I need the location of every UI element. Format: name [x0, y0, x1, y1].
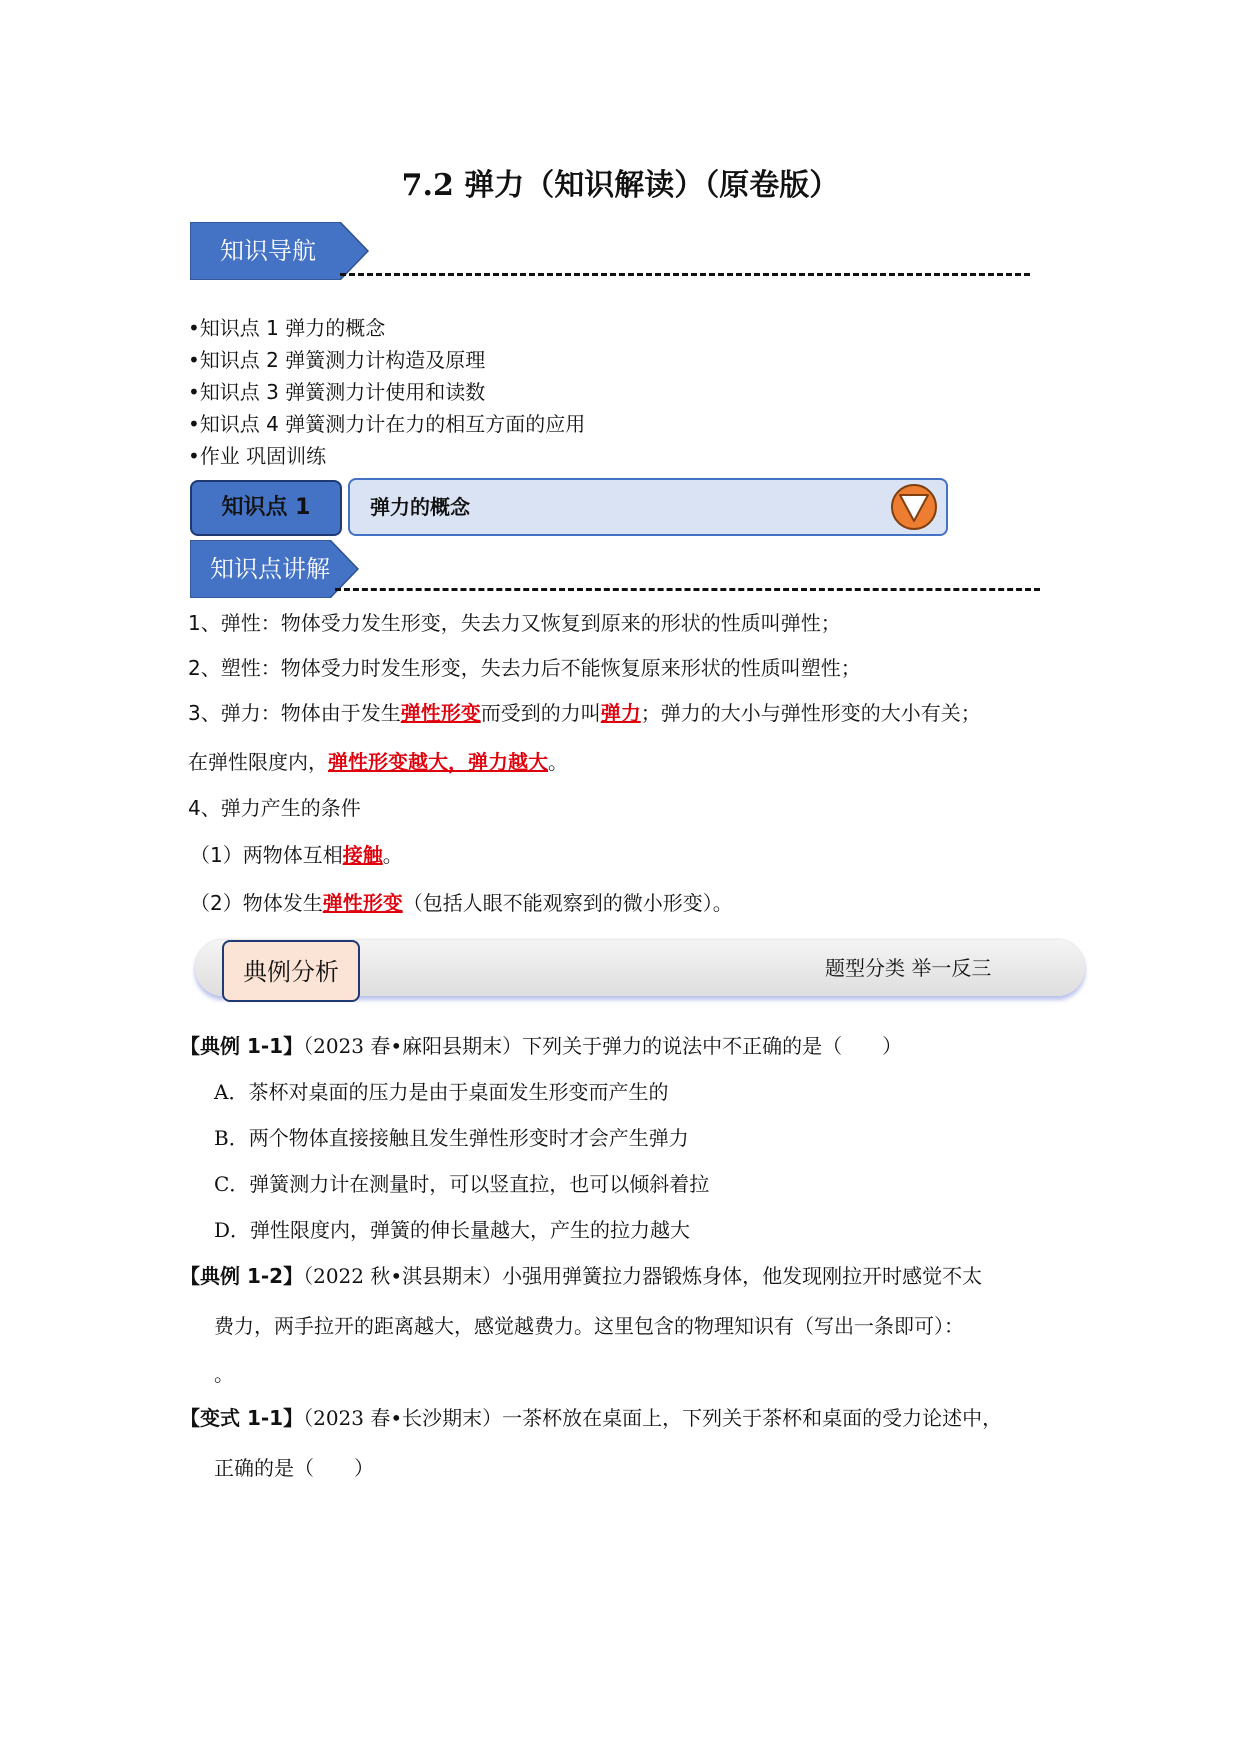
variant-1-1-line2: 正确的是（ ） — [214, 1456, 374, 1480]
nav-divider — [340, 273, 1030, 276]
option-a: A．茶杯对桌面的压力是由于桌面发生形变而产生的 — [214, 1080, 669, 1104]
para-elastic-limit: 在弹性限度内，弹性形变越大，弹力越大。 — [188, 750, 568, 774]
highlight-text: 弹性形变越大，弹力越大 — [328, 750, 548, 774]
example-1-2-stem: 【典例 1-2】（2022 秋•淇县期末）小强用弹簧拉力器锻炼身体，他发现刚拉开时感觉不太 — [180, 1264, 983, 1288]
variant-1-1-stem: 【变式 1-1】（2023 春•长沙期末）一茶杯放在桌面上，下列关于茶杯和桌面的受力论述中， — [180, 1406, 1003, 1430]
para-elasticity: 1、弹性：物体受力发生形变，失去力又恢复到原来的形状的性质叫弹性； — [188, 611, 841, 635]
variant-tag: 【变式 1-1】 — [180, 1406, 304, 1430]
kp-title-bar — [348, 478, 948, 536]
collapse-triangle-icon[interactable] — [888, 483, 940, 535]
document-title: 7.2 弹力（知识解读）（原卷版） — [401, 168, 840, 203]
nav-section-tag — [190, 222, 370, 280]
option-b: B．两个物体直接接触且发生弹性形变时才会产生弹力 — [214, 1126, 689, 1150]
example-tag: 【典例 1-2】 — [180, 1264, 304, 1288]
kp-title: 弹力的概念 — [370, 495, 470, 519]
example-tag: 【典例 1-1】 — [180, 1034, 304, 1058]
para-elastic-force: 3、弹力：物体由于发生弹性形变而受到的力叫弹力；弹力的大小与弹性形变的大小有关； — [188, 701, 981, 725]
example-1-2-line3: 。 — [214, 1362, 234, 1386]
examples-banner-subtitle: 题型分类 举一反三 — [825, 956, 992, 980]
toc-item-3[interactable]: •知识点 3 弹簧测力计使用和读数 — [188, 380, 486, 404]
option-d: D．弹性限度内，弹簧的伸长量越大，产生的拉力越大 — [214, 1218, 691, 1242]
condition-2: （2）物体发生弹性形变（包括人眼不能观察到的微小形变）。 — [190, 891, 733, 915]
para-plasticity: 2、塑性：物体受力时发生形变，失去力后不能恢复原来形状的性质叫塑性； — [188, 656, 861, 680]
toc-item-4[interactable]: •知识点 4 弹簧测力计在力的相互方面的应用 — [188, 412, 586, 436]
kp-label-box: 知识点 1 — [190, 480, 342, 536]
para-conditions: 4、弹力产生的条件 — [188, 796, 361, 820]
highlight-text: 弹性形变 — [400, 701, 481, 725]
toc-item-2[interactable]: •知识点 2 弹簧测力计构造及原理 — [188, 348, 486, 372]
toc-item-homework[interactable]: •作业 巩固训练 — [188, 444, 327, 468]
option-c: C．弹簧测力计在测量时，可以竖直拉，也可以倾斜着拉 — [214, 1172, 710, 1196]
condition-1: （1）两物体互相接触。 — [190, 843, 403, 867]
explain-tag-label: 知识点讲解 — [210, 555, 330, 583]
highlight-text: 接触 — [342, 843, 383, 867]
toc-item-1[interactable]: •知识点 1 弹力的概念 — [188, 316, 386, 340]
nav-tag-label: 知识导航 — [220, 237, 316, 265]
highlight-text: 弹力 — [600, 701, 641, 725]
highlight-text: 弹性形变 — [322, 891, 403, 915]
example-1-2-line2: 费力，两手拉开的距离越大，感觉越费力。这里包含的物理知识有（写出一条即可）： — [214, 1314, 964, 1338]
explain-divider — [335, 588, 1040, 591]
examples-tab: 典例分析 — [222, 940, 360, 1002]
example-1-1-stem: 【典例 1-1】（2023 春•麻阳县期末）下列关于弹力的说法中不正确的是（ ） — [180, 1034, 903, 1058]
